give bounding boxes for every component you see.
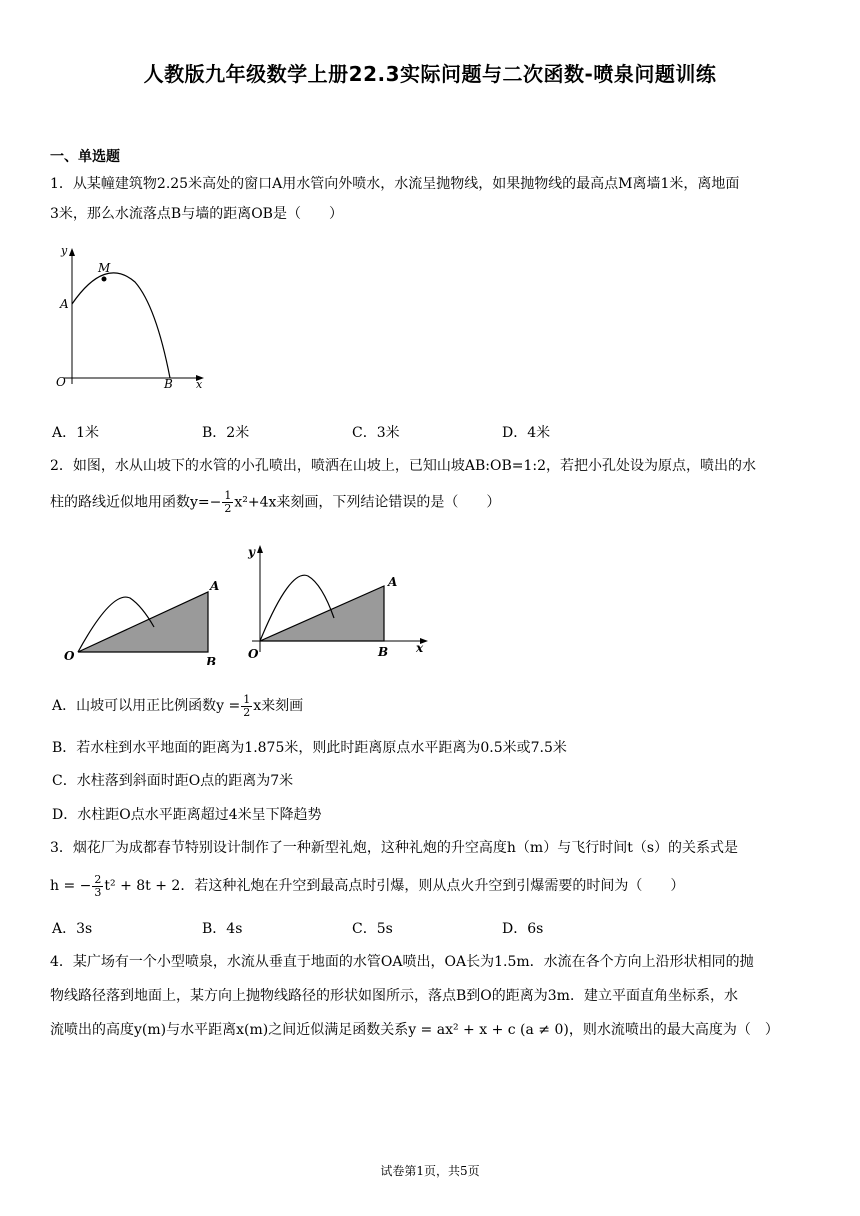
- q3-fraction: [92, 874, 103, 899]
- q4-line3: 流喷出的高度y(m)与水平距离x(m)之间近似满足函数关系y = ax² + x + c (a ≠ 0)，则水流喷出的最大高度为（ ）: [50, 1022, 779, 1038]
- q3-line2-post: t² + 8t + 2．若这种礼炮在升空到最高点时引爆，则从点火升空到引爆需要的时间为（ ）: [104, 878, 685, 894]
- q2-figure-right: [242, 540, 442, 665]
- q3-fraction-den: 3: [94, 885, 102, 899]
- page-title: 人教版九年级数学上册22.3实际问题与二次函数-喷泉问题训练: [143, 62, 717, 86]
- q4-line1: 4．某广场有一个小型喷泉，水流从垂直于地面的水管OA喷出，OA长为1.5m．水流在各个方向上沿形状相同的抛: [50, 954, 754, 970]
- q2-right-label-y: y: [248, 545, 255, 559]
- q3-option-c[interactable]: C．5s: [352, 921, 393, 937]
- q1-label-o: O: [56, 375, 66, 389]
- q4-line2: 物线路径落到地面上，某方向上抛物线路径的形状如图所示，落点B到O的距离为3m．建立平面直角坐标系，水: [50, 988, 738, 1004]
- q2-right-y-arrow: [257, 545, 263, 553]
- q3-option-d[interactable]: D．6s: [502, 921, 544, 937]
- q2-left-label-b: B: [206, 655, 217, 665]
- q2-left-slope: [78, 592, 208, 652]
- q2-right-slope: [260, 586, 384, 641]
- q1-option-a[interactable]: A．1米: [52, 425, 100, 441]
- q2-left-label-a: A: [210, 579, 220, 593]
- q1-parabola: [72, 273, 170, 378]
- q2-option-d[interactable]: D．水柱距O点水平距离超过4米呈下降趋势: [52, 807, 322, 823]
- q1-label-m: M: [98, 261, 111, 275]
- q2-line2: [50, 490, 500, 515]
- q2-line2-post: x²+4x来刻画，下列结论错误的是（ ）: [234, 494, 501, 511]
- q1-label-x: x: [196, 378, 203, 391]
- q2-option-a-pre: A．山坡可以用正比例函数y =: [52, 698, 241, 714]
- q3-option-a[interactable]: A．3s: [52, 921, 93, 937]
- q2-left-label-o: O: [64, 649, 75, 663]
- q3-line1: 3．烟花厂为成都春节特别设计制作了一种新型礼炮，这种礼炮的升空高度h（m）与飞行时间t（s）的关系式是: [50, 840, 739, 856]
- q2-fraction-num: 1: [224, 489, 232, 502]
- q2-option-a-fraction: [241, 694, 252, 719]
- q2-fraction-den: 2: [224, 502, 232, 515]
- q1-option-d[interactable]: D．4米: [502, 425, 551, 441]
- q1-label-y: y: [61, 244, 68, 257]
- q2-option-b[interactable]: B．若水柱到水平地面的距离为1.875米，则此时距离原点水平距离为0.5米或7.5米: [52, 740, 567, 756]
- section-heading: 一、单选题: [50, 149, 120, 165]
- q2-fraction: [222, 490, 233, 515]
- q1-line2: 3米，那么水流落点B与墙的距离OB是（ ）: [50, 206, 343, 222]
- q2-option-c[interactable]: C．水柱落到斜面时距O点的距离为7米: [52, 773, 294, 789]
- q1-label-a: A: [60, 297, 69, 311]
- q3-line2: [50, 872, 684, 900]
- q2-line2-pre: 柱的路线近似地用函数y=−: [50, 494, 222, 511]
- q1-y-arrow: [69, 248, 75, 256]
- q2-option-a-num: 1: [243, 692, 251, 706]
- q3-line2-pre: h = −: [50, 878, 92, 894]
- q1-line1: 1．从某幢建筑物2.25米高处的窗口A用水管向外喷水，水流呈抛物线，如果抛物线的最高点M离墙1米，离地面: [50, 176, 740, 192]
- q1-point-m: [102, 277, 107, 282]
- q1-option-b[interactable]: B．2米: [202, 425, 250, 441]
- q3-fraction-num: 2: [94, 872, 102, 886]
- q2-right-label-o: O: [248, 647, 259, 661]
- page-footer: 试卷第1页，共5页: [380, 1164, 480, 1178]
- q2-right-label-x: x: [416, 641, 424, 655]
- q2-option-a[interactable]: [52, 692, 303, 720]
- q2-line1: 2．如图，水从山坡下的水管的小孔喷出，喷洒在山坡上，已知山坡AB:OB=1:2，若把小孔处设为原点，喷出的水: [50, 458, 757, 474]
- q2-figure-left: [60, 570, 230, 665]
- q1-figure: [50, 244, 220, 394]
- q2-option-a-post: x来刻画: [253, 698, 304, 714]
- q1-label-b: B: [164, 377, 173, 391]
- q2-right-label-a: A: [388, 575, 398, 589]
- q2-right-label-b: B: [378, 645, 389, 659]
- q1-option-c[interactable]: C．3米: [352, 425, 400, 441]
- q3-option-b[interactable]: B．4s: [202, 921, 243, 937]
- q2-option-a-den: 2: [243, 705, 251, 719]
